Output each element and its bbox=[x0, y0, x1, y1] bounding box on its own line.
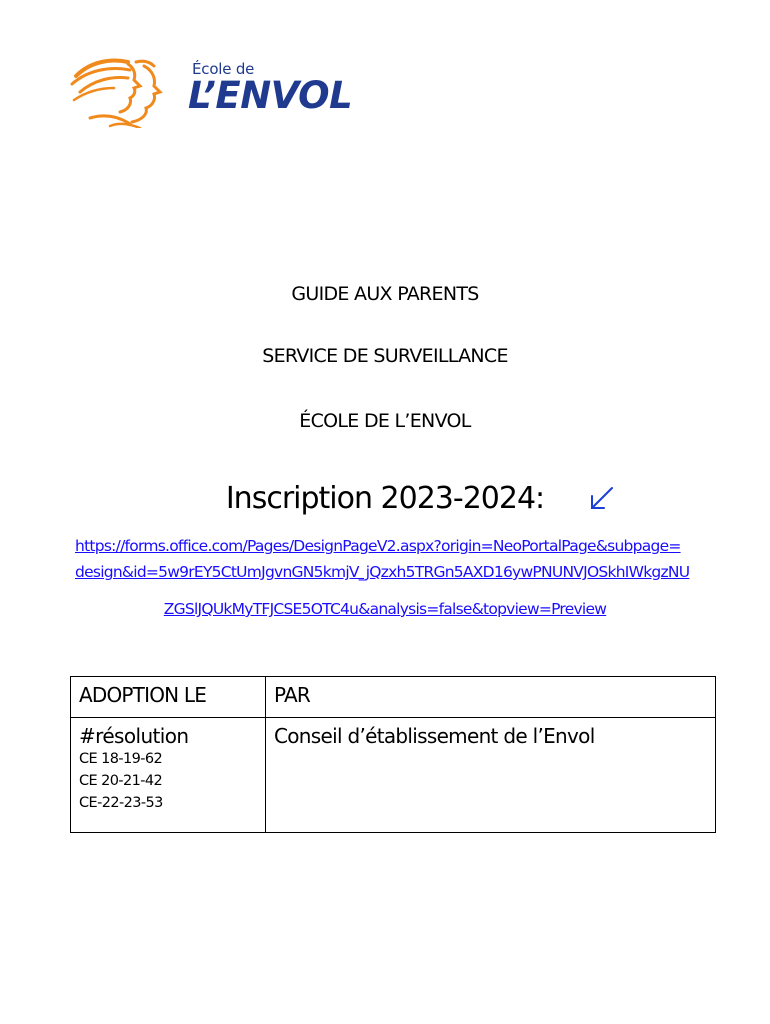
council-name: Conseil d’établissement de l’Envol bbox=[274, 724, 595, 748]
resolution-item: CE 20-21-42 bbox=[79, 773, 163, 789]
school-logo bbox=[70, 56, 353, 128]
two-faces-profile-icon bbox=[70, 56, 190, 128]
service-title: SERVICE DE SURVEILLANCE bbox=[262, 345, 508, 367]
table-row bbox=[71, 718, 716, 833]
logo-small-text: École de bbox=[192, 60, 255, 78]
inscription-title: Inscription 2023-2024: bbox=[225, 481, 545, 516]
registration-link-line3[interactable]: ZGSlJQUkMyTFJCSE5OTC4u&analysis=false&topview=Preview bbox=[163, 600, 607, 618]
guide-title: GUIDE AUX PARENTS bbox=[291, 283, 479, 305]
logo-title: L’ENVOL bbox=[188, 74, 353, 117]
resolution-cell bbox=[71, 718, 266, 833]
adopted-by-header: PAR bbox=[266, 677, 716, 718]
school-title: ÉCOLE DE L’ENVOL bbox=[299, 410, 471, 432]
resolution-item: CE 18-19-62 bbox=[79, 751, 163, 767]
registration-link-line1[interactable]: https://forms.office.com/Pages/DesignPageV2.aspx?origin=NeoPortalPage&subpage= bbox=[75, 537, 681, 555]
resolution-item: CE-22-23-53 bbox=[79, 795, 163, 811]
adoption-table bbox=[70, 676, 716, 833]
table-header-row bbox=[71, 677, 716, 718]
registration-link-line2[interactable]: design&id=5w9rEY5CtUmJgvnGN5kmjV_jQzxh5TRGn5AXD16ywPNUNVJOSkhIWkgzNU bbox=[75, 563, 690, 581]
adopted-by-cell bbox=[266, 718, 716, 833]
adoption-date-header: ADOPTION LE bbox=[71, 677, 266, 718]
arrow-down-left-icon bbox=[586, 484, 616, 514]
resolution-label: #résolution bbox=[79, 724, 189, 748]
